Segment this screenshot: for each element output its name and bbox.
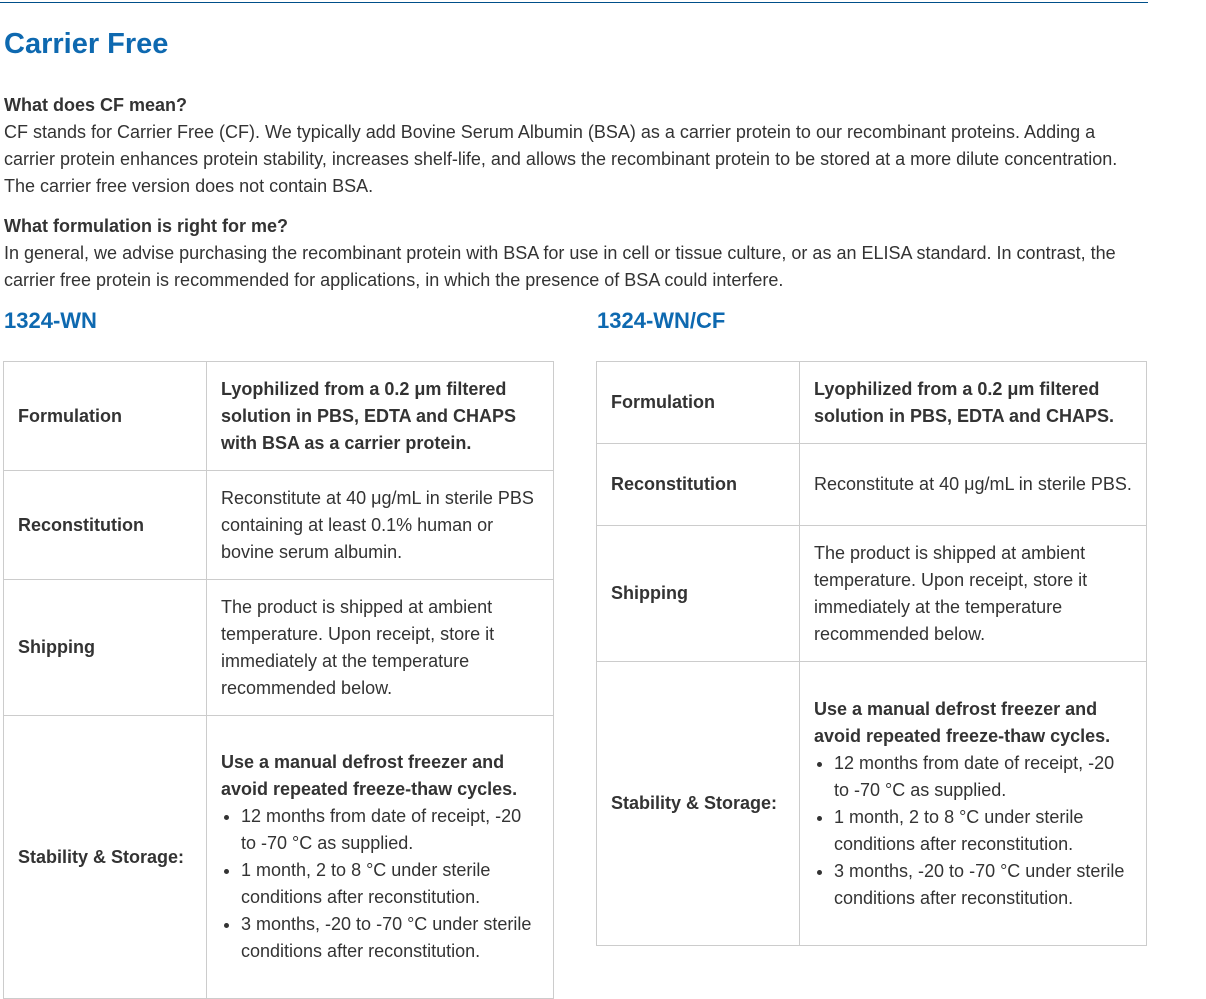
spec-row-storage (4, 716, 554, 999)
spec-value (800, 662, 1147, 946)
spec-table-1324-wn-cf (596, 361, 1147, 946)
faq-answer: CF stands for Carrier Free (CF). We typically add Bovine Serum Albumin (BSA) as a carrier protein to our recombinant proteins. Adding a carrier protein enhances protein stability, increases shelf-life, and allows the recombinant protein to be stored at a more dilute concentration. The carrier free version does not contain BSA. (4, 122, 1118, 196)
storage-item: • 3 months, -20 to -70 °C under sterile conditions after reconstitution. (241, 911, 539, 965)
spec-row-formulation (597, 362, 1147, 444)
product-title-1324-wn: 1324-WN (4, 308, 97, 333)
spec-label: Shipping (597, 526, 800, 662)
spec-label: Stability & Storage: (597, 662, 800, 946)
faq-question: What formulation is right for me? (4, 216, 288, 236)
spec-value: Lyophilized from a 0.2 μm filtered solution in PBS, EDTA and CHAPS with BSA as a carrier protein. (207, 362, 554, 471)
spec-label: Shipping (4, 580, 207, 716)
spec-row-formulation (4, 362, 554, 471)
spec-label: Reconstitution (597, 444, 800, 526)
spec-label: Stability & Storage: (4, 716, 207, 999)
product-title-1324-wn-cf: 1324-WN/CF (597, 308, 726, 333)
faq-question: What does CF mean? (4, 95, 188, 115)
spec-row-shipping (4, 580, 554, 716)
spec-row-shipping (597, 526, 1147, 662)
spec-table-1324-wn (3, 361, 554, 999)
page-title: Carrier Free (4, 28, 169, 60)
spec-value (207, 716, 554, 999)
spec-value: Lyophilized from a 0.2 μm filtered solution in PBS, EDTA and CHAPS. (800, 362, 1147, 444)
storage-list (221, 803, 539, 965)
spec-label: Formulation (4, 362, 207, 471)
spec-row-reconstitution (4, 471, 554, 580)
spec-label: Formulation (597, 362, 800, 444)
storage-item: • 1 month, 2 to 8 °C under sterile conditions after reconstitution. (241, 857, 539, 911)
storage-note: Use a manual defrost freezer and avoid repeated freeze-thaw cycles. (221, 752, 518, 799)
spec-value: Reconstitute at 40 μg/mL in sterile PBS containing at least 0.1% human or bovine serum albumin. (207, 471, 554, 580)
storage-list (814, 750, 1132, 912)
faq-answer: In general, we advise purchasing the recombinant protein with BSA for use in cell or tissue culture, or as an ELISA standard. In contrast, the carrier free protein is recommended for applications, in which the presence of BSA could interfere. (4, 243, 1116, 290)
storage-item: • 12 months from date of receipt, -20 to -70 °C as supplied. (834, 750, 1132, 804)
spec-label: Reconstitution (4, 471, 207, 580)
spec-row-storage (597, 662, 1147, 946)
storage-item: • 3 months, -20 to -70 °C under sterile conditions after reconstitution. (834, 858, 1132, 912)
storage-note: Use a manual defrost freezer and avoid repeated freeze-thaw cycles. (814, 698, 1111, 746)
spec-value: The product is shipped at ambient temperature. Upon receipt, store it immediately at the temperature recommended below. (800, 526, 1147, 662)
spec-row-reconstitution (597, 444, 1147, 526)
storage-item: • 1 month, 2 to 8 °C under sterile conditions after reconstitution. (834, 804, 1132, 858)
spec-value: The product is shipped at ambient temperature. Upon receipt, store it immediately at the temperature recommended below. (207, 580, 554, 716)
faq-section (4, 92, 1149, 307)
top-divider (0, 2, 1148, 3)
spec-value: Reconstitute at 40 μg/mL in sterile PBS. (800, 444, 1147, 526)
storage-item: • 12 months from date of receipt, -20 to -70 °C as supplied. (241, 803, 539, 857)
